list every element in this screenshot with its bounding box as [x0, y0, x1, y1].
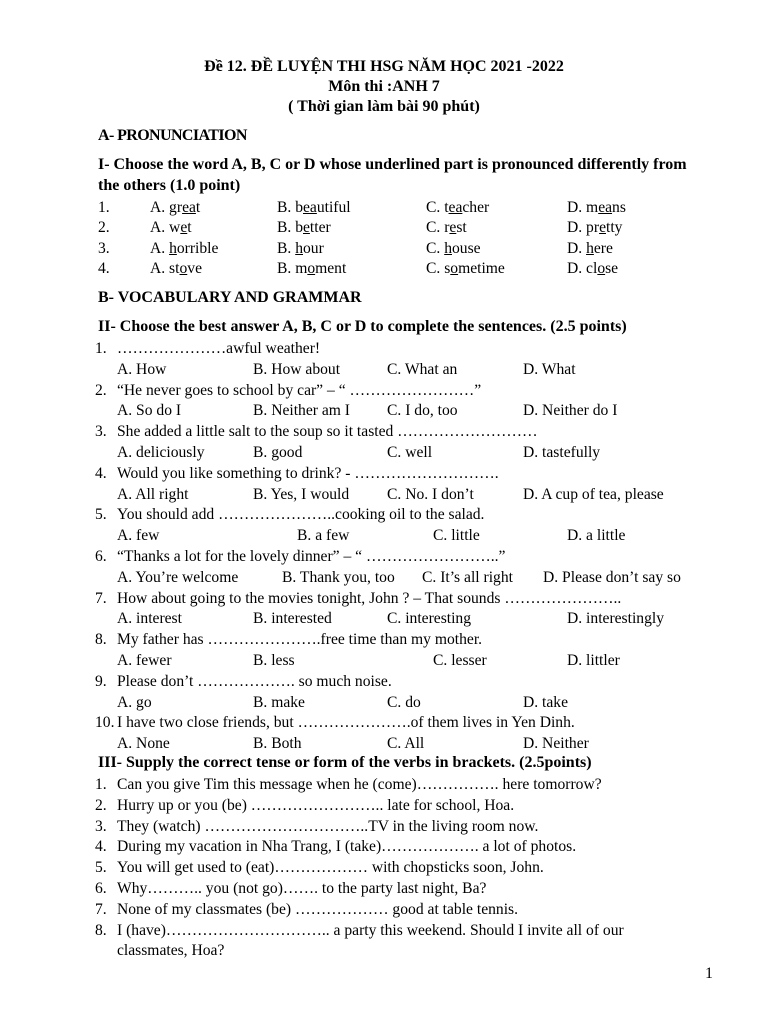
question-number: 2. [95, 381, 107, 399]
underlined-part: ea [448, 199, 463, 216]
answer-option: B. less [253, 652, 295, 669]
underlined-part: o [450, 260, 459, 277]
answer-option: D. littler [567, 652, 620, 669]
question-number: 3. [95, 423, 107, 441]
underlined-part: e [449, 219, 457, 236]
option-suffix: utiful [316, 199, 351, 216]
underlined-part: h [169, 240, 177, 257]
answer-option [277, 198, 351, 218]
item-number: 1. [98, 199, 110, 216]
item-text: Can you give Tim this message when he (come)……………. here tomorrow? [117, 776, 602, 793]
item-text: classmates, Hoa? [117, 942, 225, 960]
question-text: Please don’t ………………. so much noise. [117, 672, 392, 690]
option-suffix: t [195, 199, 201, 216]
answer-option: D. interestingly [567, 610, 665, 628]
answer-option [277, 259, 346, 279]
answer-option [277, 239, 324, 259]
item-number: 4. [98, 260, 110, 277]
option-suffix: st [456, 219, 467, 236]
option-suffix: ve [187, 260, 202, 277]
item-number: 1. [95, 776, 107, 793]
option-suffix: tter [309, 219, 331, 236]
question-text: I have two close friends, but ………………….of them lives in Yen Dinh. [117, 714, 575, 732]
option-suffix: tty [605, 219, 623, 236]
answer-option: B. interested [253, 610, 332, 628]
option-suffix: our [303, 240, 324, 257]
option-prefix: D. [567, 240, 587, 257]
item-text: Hurry up or you (be) …………………….. late for school, Hoa. [117, 796, 515, 814]
option-suffix: ns [612, 199, 626, 216]
answer-option [426, 239, 481, 259]
option-prefix: A. [150, 240, 170, 257]
item-text: None of my classmates (be) ……………… good at table tennis. [117, 900, 519, 918]
option-suffix: orrible [176, 240, 219, 257]
answer-option [567, 198, 626, 218]
item-number: 5. [95, 859, 107, 877]
option-prefix: A. st [150, 260, 180, 277]
question-number: 6. [95, 548, 107, 565]
answer-option [277, 218, 331, 238]
answer-option: C. do [387, 693, 421, 711]
question-text: You should add …………………..cooking oil to the salad. [117, 506, 485, 524]
question-number: 1. [95, 340, 107, 357]
option-prefix: B. b [277, 199, 303, 216]
question-number: 9. [95, 672, 107, 690]
answer-option [150, 198, 200, 218]
question-number: 7. [95, 589, 107, 607]
option-prefix: B. m [277, 260, 308, 277]
question-text: My father has ………………….free time than my mother. [117, 631, 483, 649]
item-text: You will get used to (eat)……………… with chopsticks soon, John. [117, 859, 544, 877]
underlined-part: ea [182, 199, 196, 216]
option-suffix: ment [315, 260, 347, 277]
answer-option: A. few [117, 527, 160, 545]
underlined-part: h [444, 240, 452, 257]
section-b-title: B- VOCABULARY AND GRAMMAR [98, 289, 362, 306]
item-text: Why……….. you (not go)……. to the party last night, Ba? [117, 880, 487, 897]
answer-option: A. How [117, 360, 167, 378]
answer-option [426, 218, 467, 238]
item-number: 6. [95, 880, 107, 897]
answer-option: C. What an [387, 360, 458, 378]
answer-option: A. fewer [117, 652, 172, 669]
underlined-part: o [597, 260, 606, 277]
answer-option: C. little [433, 527, 480, 545]
option-prefix: D. pr [567, 219, 600, 236]
answer-option: C. interesting [387, 610, 472, 628]
item-number: 2. [98, 219, 110, 236]
answer-option: D. Neither [523, 735, 589, 753]
underlined-part: e [599, 219, 606, 236]
question-number: 8. [95, 631, 107, 649]
answer-option: A. None [117, 735, 170, 753]
option-suffix: cher [462, 199, 490, 216]
answer-option [567, 218, 622, 238]
item-number: 3. [98, 240, 110, 257]
question-text: How about going to the movies tonight, John ? – That sounds ………………….. [117, 589, 622, 607]
question-number: 5. [95, 506, 107, 524]
option-prefix: A. w [150, 219, 181, 236]
answer-option: C. It’s all right [422, 568, 513, 586]
answer-option: A. deliciously [117, 444, 205, 461]
part-ii-instruction: II- Choose the best answer A, B, C or D to complete the sentences. (2.5 points) [98, 318, 627, 335]
answer-option [426, 198, 489, 218]
answer-option: D. A cup of tea, please [523, 485, 664, 503]
section-a-instruction-line2: the others (1.0 point) [98, 177, 241, 194]
option-prefix: D. cl [567, 260, 598, 277]
answer-option [150, 239, 218, 259]
item-text: I (have)………………………….. a party this weekend. Should I invite all of our [117, 921, 624, 939]
answer-option: D. Please don’t say so [543, 568, 681, 586]
underlined-part: o [179, 260, 188, 277]
option-prefix: C. s [426, 260, 451, 277]
option-prefix: B. b [277, 219, 303, 236]
option-suffix: ere [593, 240, 613, 257]
item-text: They (watch) …………………………..TV in the living room now. [117, 817, 539, 835]
answer-option: B. make [253, 693, 305, 711]
item-number: 7. [95, 900, 107, 918]
option-suffix: metime [458, 260, 505, 277]
answer-option: B. Neither am I [253, 402, 350, 420]
option-suffix: t [187, 219, 192, 236]
answer-option [150, 259, 202, 279]
section-a-instruction-line1: I- Choose the word A, B, C or D whose underlined part is pronounced differently from [98, 156, 687, 173]
answer-option: D. What [523, 360, 576, 378]
item-number: 8. [95, 921, 107, 939]
answer-option [426, 259, 505, 279]
part-iii-instruction: III- Supply the correct tense or form of the verbs in brackets. (2.5points) [98, 754, 592, 771]
question-number: 4. [95, 464, 107, 482]
answer-option: D. tastefully [523, 444, 601, 461]
exam-duration: ( Thời gian làm bài 90 phút) [288, 98, 480, 115]
underlined-part: o [307, 260, 316, 277]
answer-option: B. How about [253, 360, 341, 378]
answer-option: A. You’re welcome [117, 568, 239, 586]
question-text: She added a little salt to the soup so it tasted ……………………… [117, 423, 538, 441]
question-text: “He never goes to school by car” – “ ……………………” [117, 381, 482, 399]
underlined-part: h [295, 240, 303, 257]
answer-option: A. go [117, 693, 152, 711]
answer-option: D. a little [567, 527, 626, 545]
answer-option: C. lesser [433, 652, 487, 669]
answer-option: B. a few [297, 527, 350, 545]
underlined-part: e [303, 219, 310, 236]
option-prefix: B. [277, 240, 296, 257]
underlined-part: ea [303, 199, 317, 216]
underlined-part: h [586, 240, 594, 257]
answer-option: A. So do I [117, 402, 182, 420]
answer-option [567, 239, 613, 259]
answer-option: C. I do, too [387, 402, 458, 420]
item-number: 4. [95, 838, 107, 856]
answer-option: D. take [523, 693, 569, 711]
item-number: 2. [95, 796, 107, 814]
item-text: During my vacation in Nha Trang, I (take)………………. a lot of photos. [117, 838, 577, 856]
question-text: …………………awful weather! [117, 340, 321, 357]
answer-option: B. Yes, I would [253, 485, 350, 503]
section-a-title: A- PRONUNCIATION [98, 127, 247, 144]
exam-title: Đề 12. ĐỀ LUYỆN THI HSG NĂM HỌC 2021 -2022 [204, 58, 564, 75]
answer-option: A. interest [117, 610, 182, 628]
item-number: 3. [95, 817, 107, 835]
option-suffix: ouse [452, 240, 481, 257]
answer-option: B. Thank you, too [282, 568, 395, 586]
question-number: 10. [95, 714, 115, 732]
underlined-part: e [180, 219, 188, 236]
option-prefix: D. m [567, 199, 599, 216]
answer-option: D. Neither do I [523, 402, 618, 420]
answer-option [567, 259, 618, 279]
option-prefix: C. t [426, 199, 449, 216]
option-prefix: A. gr [150, 199, 183, 216]
option-prefix: C. [426, 240, 445, 257]
answer-option: C. No. I don’t [387, 485, 474, 503]
page-number: 1 [705, 965, 713, 982]
option-suffix: se [605, 260, 619, 277]
answer-option [150, 218, 192, 238]
answer-option: B. Both [253, 735, 302, 753]
exam-subject: Môn thi :ANH 7 [328, 78, 440, 95]
answer-option: B. good [253, 444, 303, 461]
answer-option: A. All right [117, 485, 189, 503]
option-prefix: C. r [426, 219, 450, 236]
answer-option: C. All [387, 735, 425, 753]
question-text: “Thanks a lot for the lovely dinner” – “ ……………………..” [117, 548, 506, 565]
answer-option: C. well [387, 444, 433, 461]
question-text: Would you like something to drink? - ………………………. [117, 464, 499, 482]
underlined-part: ea [598, 199, 613, 216]
